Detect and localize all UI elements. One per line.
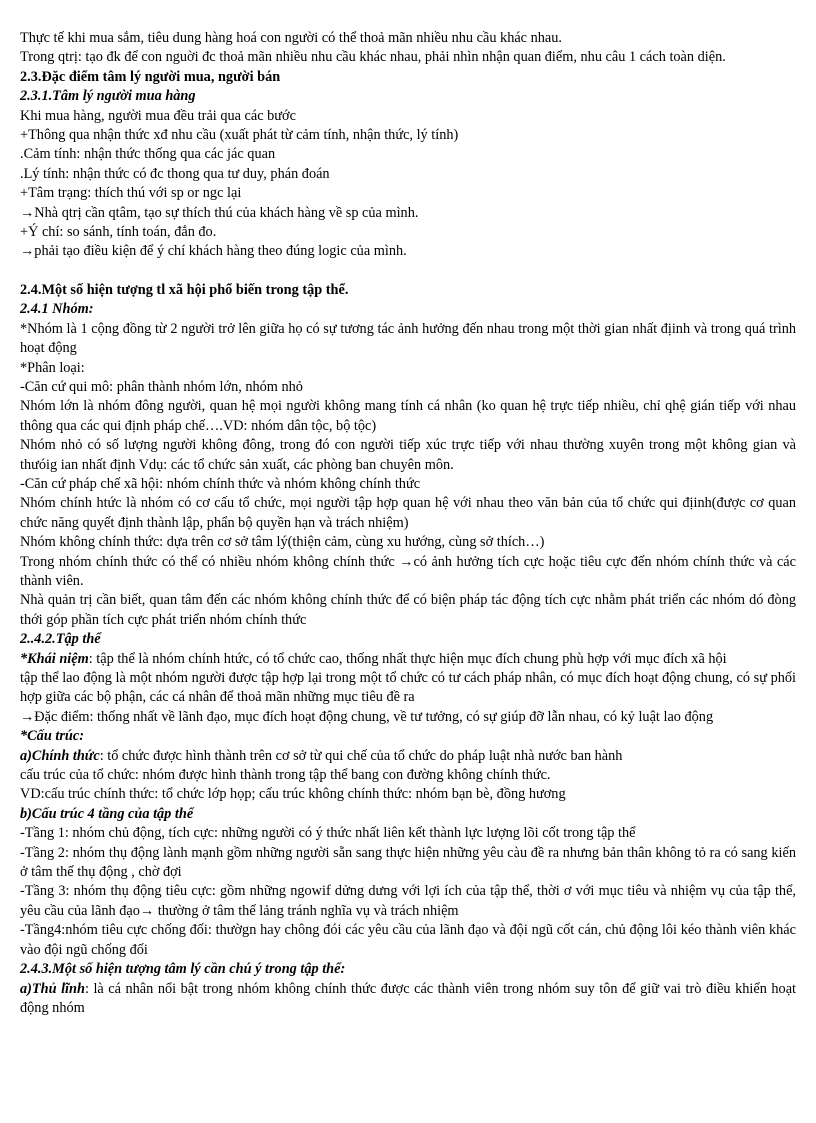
paragraph: -Căn cứ qui mô: phân thành nhóm lớn, nhóm nhỏ <box>20 378 303 395</box>
section-heading: 2.3.Đặc điểm tâm lý người mua, người bán <box>20 68 281 85</box>
paragraph: Nhóm không chính thức: dựa trên cơ sở tâm lý(thiện cảm, cùng xu hướng, cùng sở thích…) <box>20 534 545 551</box>
paragraph: →phải tạo điều kiện để ý chí khách hàng theo đúng logic của mình. <box>20 243 407 260</box>
inline-term: a)Chính thức <box>20 747 100 764</box>
paragraph: -Tầng4:nhóm tiêu cực chống đối: thườgn hay chông đói các yêu cầu của lãnh đạo và đội ngũ cốt cán, chủ động lôi kéo thành viên khác vào đội ngũ chống đối <box>20 922 796 958</box>
paragraph: -Tầng 1: nhóm chủ động, tích cực: những người có ý thức nhất liên kết thành lực lượng lõi cốt trong tập thể <box>20 825 636 842</box>
subsection-heading: 2.3.1.Tâm lý người mua hàng <box>20 88 196 105</box>
paragraph: →Nhà qtrị cần qtâm, tạo sự thích thú của khách hàng về sp của mình. <box>20 204 419 221</box>
paragraph: Nhóm lớn là nhóm đông người, quan hệ mọi người không mang tính cá nhân (ko quan hệ trực tiếp nhiều, chỉ qhệ gián tiếp với nhau thông qua các qui định pháp chế….VD: nhóm dân tộc, bộ tộc) <box>20 398 796 434</box>
paragraph <box>20 650 796 669</box>
paragraph: .Lý tính: nhận thức có đc thong qua tư duy, phán đoán <box>20 165 330 182</box>
paragraph: *Phân loại: <box>20 359 85 376</box>
paragraph: Khi mua hàng, người mua đều trải qua các bước <box>20 107 296 124</box>
paragraph: Thực tế khi mua sắm, tiêu dung hàng hoá con người có thể thoả mãn nhiều nhu cầu khác nhau. <box>20 30 562 46</box>
paragraph: Nhóm nhỏ có số lượng người không đông, trong đó con người tiếp xúc trực tiếp với nhau thường xuyên trong một không gian và thưóig ian nhất định Vdụ: các tổ chức sản xuất, các phòng ban chuyên môn. <box>20 437 796 473</box>
inline-term: a)Thủ lĩnh <box>20 980 85 997</box>
inline-text: : là cá nhân nổi bật trong nhóm không chính thức được các thành viên trong nhóm suy tôn để giữ vai trò điều khiển hoạt động nhóm <box>20 980 797 1016</box>
blank-line <box>20 262 796 281</box>
paragraph: cấu trúc của tổ chức: nhóm được hình thành trong tập thể bang con đường không chính thức. <box>20 767 551 784</box>
subsection-heading: 2.4.1 Nhóm: <box>20 301 94 318</box>
paragraph: +Thông qua nhận thức xđ nhu cầu (xuất phát từ cảm tính, nhận thức, lý tính) <box>20 127 459 144</box>
section-heading: 2.4.Một số hiện tượng tl xã hội phổ biến trong tập thể. <box>20 281 349 298</box>
paragraph: -Tầng 3: nhóm thụ động tiêu cực: gồm những ngowif dửng dưng với lợi ích của tập thể, thời ơ với mục tiêu và nhiệm vụ của tập thể, yêu cầu của lãnh đạo→ thường ở tâm thế lảng tránh nghĩa vụ và trách nhiệm <box>20 883 796 919</box>
paragraph <box>20 747 796 766</box>
inline-text: : tập thể là nhóm chính htức, có tổ chức cao, thống nhất thực hiện mục đích chung phù hợp với mục đích xã hội <box>88 650 727 667</box>
paragraph: +Ý chí: so sánh, tính toán, đắn đo. <box>20 224 217 241</box>
paragraph: Nhà quản trị cần biết, quan tâm đến các nhóm không chính thức để có biện pháp tác động tích cực nhằm phát triển các nhóm dó đòng thới góp phần tích cực phát triển nhóm chính thức <box>20 592 796 628</box>
paragraph: .Cảm tính: nhận thức thống qua các jác quan <box>20 146 276 163</box>
paragraph: *Nhóm là 1 cộng đồng từ 2 người trở lên giữa họ có sự tương tác ảnh hưởng đến nhau trong một thời gian nhất địinh và trong quá trình hoạt động <box>20 320 796 357</box>
paragraph: Trong nhóm chính thức có thể có nhiều nhóm không chính thức →có ảnh hưởng tích cực hoặc tiêu cực đến nhóm chính thức và các thành viên. <box>20 553 796 589</box>
paragraph: tập thể lao động là một nhóm người được tập hợp lại trong một tổ chức có tư cách pháp nhân, có mục đích hoạt động chung, có sự phối hợp giữa các bộ phận, các cá nhân để thoả mãn những mục tiêu đề ra <box>20 670 796 706</box>
paragraph: Trong qtrị: tạo đk để con nguời đc thoả mãn nhiều nhu cầu khác nhau, phải nhìn nhận quan điểm, nhu câu 1 cách toàn diện. <box>20 49 726 66</box>
paragraph: →Đặc điểm: thống nhất về lãnh đạo, mục đích hoạt động chung, về tư tưởng, có sự giúp đỡ lẫn nhau, có kỷ luật lao động <box>20 708 714 725</box>
paragraph: +Tâm trạng: thích thú với sp or ngc lại <box>20 185 242 202</box>
inline-text: : tổ chức được hình thành trên cơ sở từ qui chế của tổ chức do pháp luật nhà nước ban hành <box>99 747 623 764</box>
subsection-heading: *Cấu trúc: <box>20 728 84 745</box>
paragraph: VD:cấu trúc chính thức: tổ chức lớp họp; cấu trúc không chính thức: nhóm bạn bè, đồng hương <box>20 786 566 803</box>
paragraph: -Tầng 2: nhóm thụ động lành mạnh gồm những người sẵn sang thực hiện những yêu càu đề ra nhưng bản thân không tỏ ra có sang kiến ở tâm thế thụ động , chờ đợi <box>20 844 796 881</box>
paragraph <box>20 980 796 1019</box>
paragraph: -Căn cứ pháp chế xã hội: nhóm chính thức và nhóm không chính thức <box>20 475 421 492</box>
subsection-heading: 2..4.2.Tập thể <box>20 631 101 648</box>
inline-term: *Khái niệm <box>20 650 89 667</box>
subsection-heading: 2.4.3.Một số hiện tượng tâm lý cần chú ý trong tập thể: <box>20 961 346 978</box>
paragraph: Nhóm chính htức là nhóm có cơ cấu tổ chức, mọi người tập hợp quan hệ với nhau theo văn bản của tổ chức qui địinh(được cơ quan chức năng quyết định thành lập, phẩn bộ quyền hạn và trách nhiệm) <box>20 495 796 531</box>
subsection-heading: b)Cấu trúc 4 tầng của tập thể <box>20 805 194 822</box>
